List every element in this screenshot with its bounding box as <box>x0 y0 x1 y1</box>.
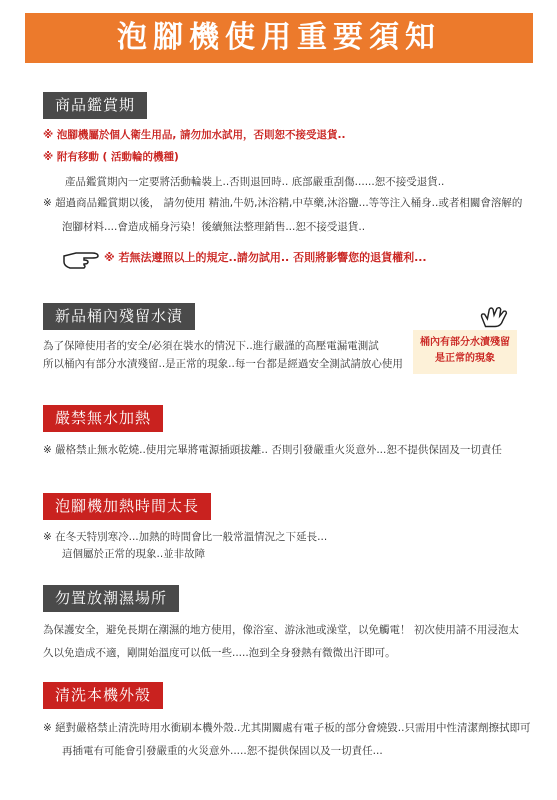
body-line: 久以免造成不適，剛開始溫度可以低一些.....泡到全身發熱有微微出汗即可。 <box>43 647 396 659</box>
section-heading-long-heating: 泡腳機加熱時間太長 <box>43 493 211 520</box>
body-line: 再插電有可能會引發嚴重的火災意外.....恕不提供保固以及一切責任... <box>62 745 383 757</box>
warning-line: ※ 若無法遵照以上的規定..請勿試用.. 否則將影響您的退貨權利... <box>104 251 427 264</box>
body-line: 為了保障使用者的安全/必須在裝水的情況下..進行嚴謹的高壓電漏電測試 <box>43 340 379 352</box>
page-title: 泡腳機使用重要須知 <box>25 13 533 63</box>
section-heading-humid-places: 勿置放潮濕場所 <box>43 585 179 612</box>
note-box <box>413 330 517 374</box>
body-line: 為保護安全，避免長期在潮濕的地方使用，像浴室、游泳池或澡堂，以免觸電！ 初次使用請不用浸泡太 <box>43 624 519 636</box>
body-line: 泡腳材料....會造成桶身污染！後續無法整理銷售...恕不接受退貨.. <box>62 221 366 233</box>
pointing-hand-icon <box>62 248 102 270</box>
note-line: 桶內有部分水漬殘留 <box>420 337 510 348</box>
hand-icon <box>476 305 514 329</box>
section-heading-residual-water: 新品桶內殘留水漬 <box>43 303 195 330</box>
body-line: ※ 嚴格禁止無水乾燒..使用完畢將電源插頭拔離.. 否則引發嚴重火災意外...恕不提供保固及一切責任 <box>43 444 502 456</box>
section-heading-cleaning: 清洗本機外殼 <box>43 682 163 709</box>
section-heading-appreciation: 商品鑑賞期 <box>43 92 147 119</box>
body-line: 產品鑑賞期內一定要將活動輪裝上..否則退回時.. 底部嚴重刮傷......恕不接受退貨.. <box>65 176 445 188</box>
body-line: 所以桶內有部分水漬殘留..是正常的現象..每一台都是經過安全測試請放心使用 <box>43 358 403 370</box>
section-heading-no-dry-heating: 嚴禁無水加熱 <box>43 405 163 432</box>
body-line: ※ 在冬天特別寒冷...加熱的時間會比一般常溫情況之下延長... <box>43 531 328 543</box>
note-line: 是正常的現象 <box>435 353 495 364</box>
body-line: ※ 絕對嚴格禁止清洗時用水衝刷本機外殼..尤其開關處有電子板的部分會燒毀..只需用中性清潔劑擦拭即可 <box>43 722 531 734</box>
body-line: ※ 超過商品鑑賞期以後， 請勿使用 精油,牛奶,沐浴精,中草藥,沐浴鹽...等等注入桶身..或者相關會溶解的 <box>43 197 523 209</box>
notice-line: ※ 泡腳機屬於個人衛生用品, 請勿加水試用，否則恕不接受退貨.. <box>43 129 346 141</box>
notice-line: ※ 附有移動 ( 活動輪的機種) <box>43 151 179 163</box>
body-line: 這個屬於正常的現象..並非故障 <box>62 548 206 560</box>
